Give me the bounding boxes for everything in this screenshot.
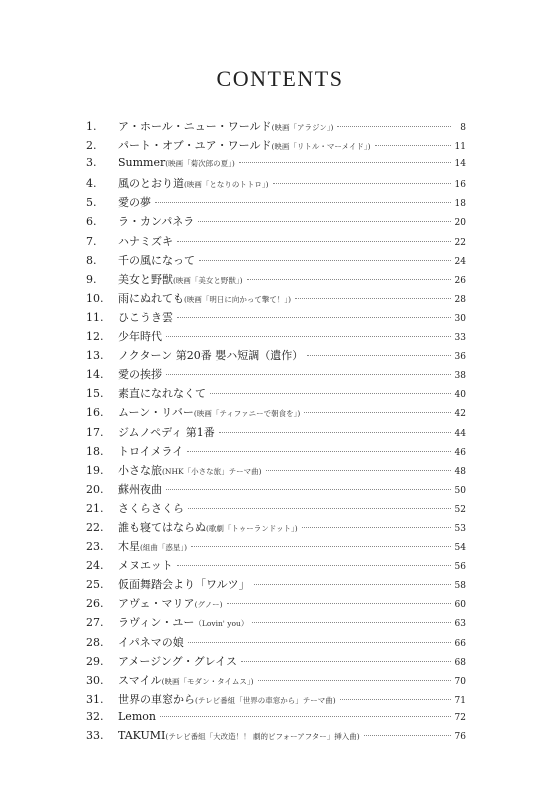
toc-entry[interactable] [86, 691, 466, 710]
entry-number: 31. [86, 692, 104, 706]
toc-entry[interactable] [86, 634, 466, 653]
dot-leader [302, 527, 451, 528]
entry-main-title: ラ・カンパネラ [118, 215, 195, 229]
entry-subtitle: （Lovin' you） [194, 619, 249, 629]
dot-leader [295, 298, 451, 299]
entry-page-number: 18 [454, 199, 466, 210]
toc-entry[interactable] [86, 481, 466, 500]
entry-page-number: 66 [454, 638, 466, 649]
entry-page-number: 30 [454, 313, 466, 324]
entry-number: 2. [86, 139, 97, 153]
toc-entry[interactable] [86, 271, 466, 290]
entry-main-title: 蘇州夜曲 [118, 482, 162, 496]
entry-number: 9. [86, 272, 97, 286]
entry-subtitle: (映画「菊次郎の夏」) [165, 159, 235, 169]
entry-number: 19. [86, 463, 104, 477]
dot-leader [227, 603, 451, 604]
entry-main-title: パート・オブ・ユア・ワールド [118, 139, 272, 153]
entry-page-number: 40 [454, 390, 466, 401]
toc-entry[interactable] [86, 462, 466, 481]
entry-main-title: TAKUMI [118, 729, 166, 742]
entry-main-title: 小さな旅 [118, 463, 162, 477]
entry-subtitle: (映画「ティファニーで朝食を」) [193, 409, 301, 419]
entry-main-title: イパネマの娘 [118, 635, 184, 649]
toc-entry[interactable] [86, 557, 466, 576]
dot-leader [177, 565, 451, 566]
table-of-contents [86, 118, 466, 748]
entry-title [118, 290, 291, 306]
entry-page-number: 48 [454, 466, 466, 477]
toc-entry[interactable] [86, 404, 466, 423]
toc-entry[interactable] [86, 443, 466, 462]
entry-main-title: ア・ホール・ニュー・ワールド [118, 120, 272, 133]
dot-leader [210, 393, 451, 394]
dot-leader [188, 508, 451, 509]
dot-leader [187, 451, 451, 452]
entry-page-number: 52 [454, 504, 466, 515]
entry-number: 21. [86, 501, 104, 515]
toc-entry[interactable] [86, 500, 466, 519]
entry-main-title: トロイメライ [118, 444, 184, 458]
toc-entry[interactable] [86, 538, 466, 557]
dot-leader [273, 183, 451, 184]
entry-number: 26. [86, 597, 104, 611]
entry-page-number: 53 [454, 523, 466, 534]
entry-title [118, 691, 336, 707]
entry-page-number: 11 [454, 142, 466, 153]
dot-leader [258, 680, 451, 681]
entry-title [118, 595, 223, 611]
dot-leader [198, 221, 451, 222]
toc-entry[interactable] [86, 156, 466, 175]
entry-title [118, 347, 303, 363]
toc-entry[interactable] [86, 175, 466, 194]
entry-title [118, 309, 173, 325]
entry-title [118, 443, 183, 459]
entry-page-number: 20 [454, 218, 466, 229]
entry-number: 32. [86, 709, 104, 723]
entry-number: 22. [86, 520, 104, 534]
entry-main-title: ラヴィン・ユー [118, 616, 195, 630]
dot-leader [219, 432, 451, 433]
dot-leader [188, 642, 451, 643]
entry-number: 4. [86, 177, 97, 191]
dot-leader [364, 735, 451, 736]
entry-page-number: 36 [454, 352, 466, 363]
entry-subtitle: (テレビ番組「大改造！！ 劇的ビフォーアフター」挿入曲) [165, 732, 360, 741]
entry-main-title: ジムノペディ 第1番 [118, 425, 215, 439]
entry-number: 23. [86, 540, 104, 554]
entry-number: 18. [86, 444, 104, 458]
entry-main-title: アヴェ・マリア [118, 597, 195, 611]
toc-entry[interactable] [86, 290, 466, 309]
entry-title [118, 576, 250, 592]
entry-subtitle: (映画「アラジン」) [271, 123, 334, 132]
entry-title [118, 118, 333, 134]
toc-entry[interactable] [86, 233, 466, 252]
toc-entry[interactable] [86, 252, 466, 271]
dot-leader [166, 374, 451, 375]
entry-page-number: 58 [454, 581, 466, 592]
entry-main-title: ハナミズキ [118, 234, 173, 248]
entry-page-number: 28 [454, 294, 466, 305]
entry-number: 28. [86, 635, 104, 649]
entry-main-title: 風のとおり道 [118, 177, 184, 191]
entry-number: 16. [86, 406, 104, 420]
entry-number: 11. [86, 310, 104, 324]
entry-page-number: 26 [454, 275, 466, 286]
entry-title [118, 462, 262, 478]
toc-entry[interactable] [86, 118, 466, 137]
toc-entry[interactable] [86, 385, 466, 404]
dot-leader [241, 661, 451, 662]
entry-page-number: 63 [454, 619, 466, 630]
entry-title [118, 653, 237, 669]
entry-number: 10. [86, 291, 104, 305]
toc-entry[interactable] [86, 366, 466, 385]
entry-title [118, 519, 298, 535]
entry-page-number: 8 [460, 123, 466, 133]
toc-entry[interactable] [86, 194, 466, 213]
toc-entry[interactable] [86, 347, 466, 366]
entry-main-title: 雨にぬれても [118, 291, 184, 305]
entry-number: 12. [86, 330, 104, 344]
dot-leader [340, 699, 451, 700]
entry-title [118, 385, 206, 401]
entry-main-title: Summer [118, 156, 166, 170]
page-title: CONTENTS [216, 66, 344, 91]
entry-number: 33. [86, 729, 104, 742]
toc-entry[interactable] [86, 672, 466, 691]
entry-number: 8. [86, 253, 97, 267]
entry-subtitle: (映画「明日に向かって撃て！」) [184, 294, 292, 304]
entry-page-number: 22 [454, 237, 466, 248]
entry-page-number: 54 [454, 543, 466, 554]
toc-entry[interactable] [86, 576, 466, 595]
entry-title [118, 557, 173, 573]
entry-page-number: 38 [454, 371, 466, 382]
toc-entry[interactable] [86, 137, 466, 156]
dot-leader [304, 412, 451, 413]
entry-main-title: Lemon [118, 709, 156, 723]
entry-number: 15. [86, 387, 104, 401]
entry-title [118, 729, 360, 742]
entry-number: 20. [86, 482, 104, 496]
dot-leader [254, 584, 451, 585]
dot-leader [375, 145, 451, 146]
dot-leader [177, 317, 451, 318]
entry-title [118, 424, 215, 440]
entry-number: 29. [86, 654, 104, 668]
entry-number: 1. [86, 120, 97, 133]
entry-title [118, 500, 184, 516]
toc-entry[interactable] [86, 595, 466, 614]
entry-page-number: 42 [454, 409, 466, 420]
entry-main-title: スマイル [118, 673, 162, 687]
entry-page-number: 56 [454, 562, 466, 573]
entry-main-title: 世界の車窓から [118, 692, 195, 706]
dot-leader [337, 126, 451, 127]
entry-number: 24. [86, 559, 104, 573]
entry-main-title: ムーン・リバー [118, 406, 194, 420]
entry-main-title: 愛の夢 [118, 196, 151, 210]
dot-leader [166, 489, 451, 490]
entry-subtitle: (映画「モダン・タイムス」) [161, 676, 254, 686]
entry-page-number: 16 [454, 180, 466, 191]
entry-title [118, 271, 243, 287]
entry-main-title: 素直になれなくて [118, 387, 206, 401]
toc-entry[interactable] [86, 519, 466, 538]
entry-main-title: アメージング・グレイス [118, 654, 237, 668]
entry-number: 6. [86, 215, 97, 229]
entry-main-title: 美女と野獣 [118, 272, 173, 286]
entry-number: 27. [86, 616, 104, 630]
entry-number: 7. [86, 234, 97, 248]
entry-subtitle: (映画「となりのトトロ」) [184, 180, 269, 190]
entry-page-number: 24 [454, 256, 466, 267]
entry-page-number: 76 [454, 732, 466, 742]
entry-title [118, 672, 254, 688]
toc-entry[interactable] [86, 328, 466, 347]
entry-title [118, 175, 269, 191]
entry-subtitle: (テレビ番組「世界の車窓から」テーマ曲) [195, 695, 336, 705]
dot-leader [191, 546, 451, 547]
entry-title [118, 213, 194, 229]
entry-main-title: 千の風になって [118, 253, 195, 267]
entry-number: 17. [86, 425, 104, 439]
entry-page-number: 70 [454, 676, 466, 687]
entry-title [118, 252, 195, 268]
dot-leader [266, 470, 451, 471]
entry-page-number: 46 [454, 447, 466, 458]
dot-leader [155, 202, 451, 203]
entry-page-number: 50 [454, 485, 466, 496]
entry-main-title: 愛の挨拶 [118, 368, 162, 382]
toc-entry[interactable] [86, 729, 466, 748]
entry-title [118, 404, 300, 420]
entry-page-number: 71 [454, 695, 466, 706]
entry-page-number: 14 [454, 159, 466, 170]
dot-leader [166, 336, 451, 337]
entry-main-title: さくらさくら [118, 501, 184, 515]
entry-main-title: 少年時代 [118, 330, 162, 344]
dot-leader [307, 355, 451, 356]
entry-subtitle: (組曲「惑星」) [140, 543, 188, 553]
entry-main-title: メヌエット [118, 559, 173, 573]
dot-leader [199, 260, 451, 261]
entry-number: 25. [86, 578, 104, 592]
entry-number: 13. [86, 349, 104, 363]
dot-leader [247, 279, 451, 280]
entry-number: 3. [86, 156, 97, 170]
dot-leader [177, 241, 451, 242]
entry-title [118, 366, 162, 382]
entry-subtitle: (歌劇「トゥーランドット」) [206, 523, 298, 533]
entry-title [118, 481, 162, 497]
entry-main-title: 木星 [118, 540, 140, 554]
entry-subtitle: (グノー) [194, 600, 223, 610]
entry-main-title: 誰も寝てはならぬ [118, 520, 206, 534]
entry-main-title: ノクターン 第20番 嬰ハ短調（遺作） [118, 349, 304, 363]
toc-entry[interactable] [86, 710, 466, 729]
dot-leader [239, 162, 451, 163]
entry-title [118, 328, 162, 344]
entry-title [118, 634, 184, 650]
entry-title [118, 538, 187, 554]
dot-leader [252, 622, 451, 623]
entry-subtitle: (NHK「小さな旅」テーマ曲) [162, 466, 262, 476]
toc-entry[interactable] [86, 614, 466, 633]
entry-title [118, 233, 173, 249]
entry-page-number: 60 [454, 600, 466, 611]
entry-title [118, 614, 248, 630]
entry-number: 14. [86, 368, 104, 382]
entry-page-number: 68 [454, 657, 466, 668]
dot-leader [160, 716, 451, 717]
entry-title [118, 710, 156, 723]
entry-title [118, 137, 371, 153]
entry-subtitle: (映画「リトル・マーメイド」) [271, 142, 371, 152]
entry-subtitle: (映画「美女と野獣」) [173, 275, 243, 285]
entry-page-number: 44 [454, 428, 466, 439]
entry-page-number: 72 [454, 712, 466, 723]
entry-page-number: 33 [454, 333, 466, 344]
entry-number: 30. [86, 673, 104, 687]
toc-entry[interactable] [86, 213, 466, 232]
toc-entry[interactable] [86, 653, 466, 672]
entry-title [118, 156, 235, 169]
toc-entry[interactable] [86, 424, 466, 443]
entry-main-title: ひこうき雲 [118, 310, 173, 324]
entry-number: 5. [86, 196, 97, 210]
entry-title [118, 194, 151, 210]
entry-main-title: 仮面舞踏会より「ワルツ」 [118, 578, 250, 592]
toc-entry[interactable] [86, 309, 466, 328]
